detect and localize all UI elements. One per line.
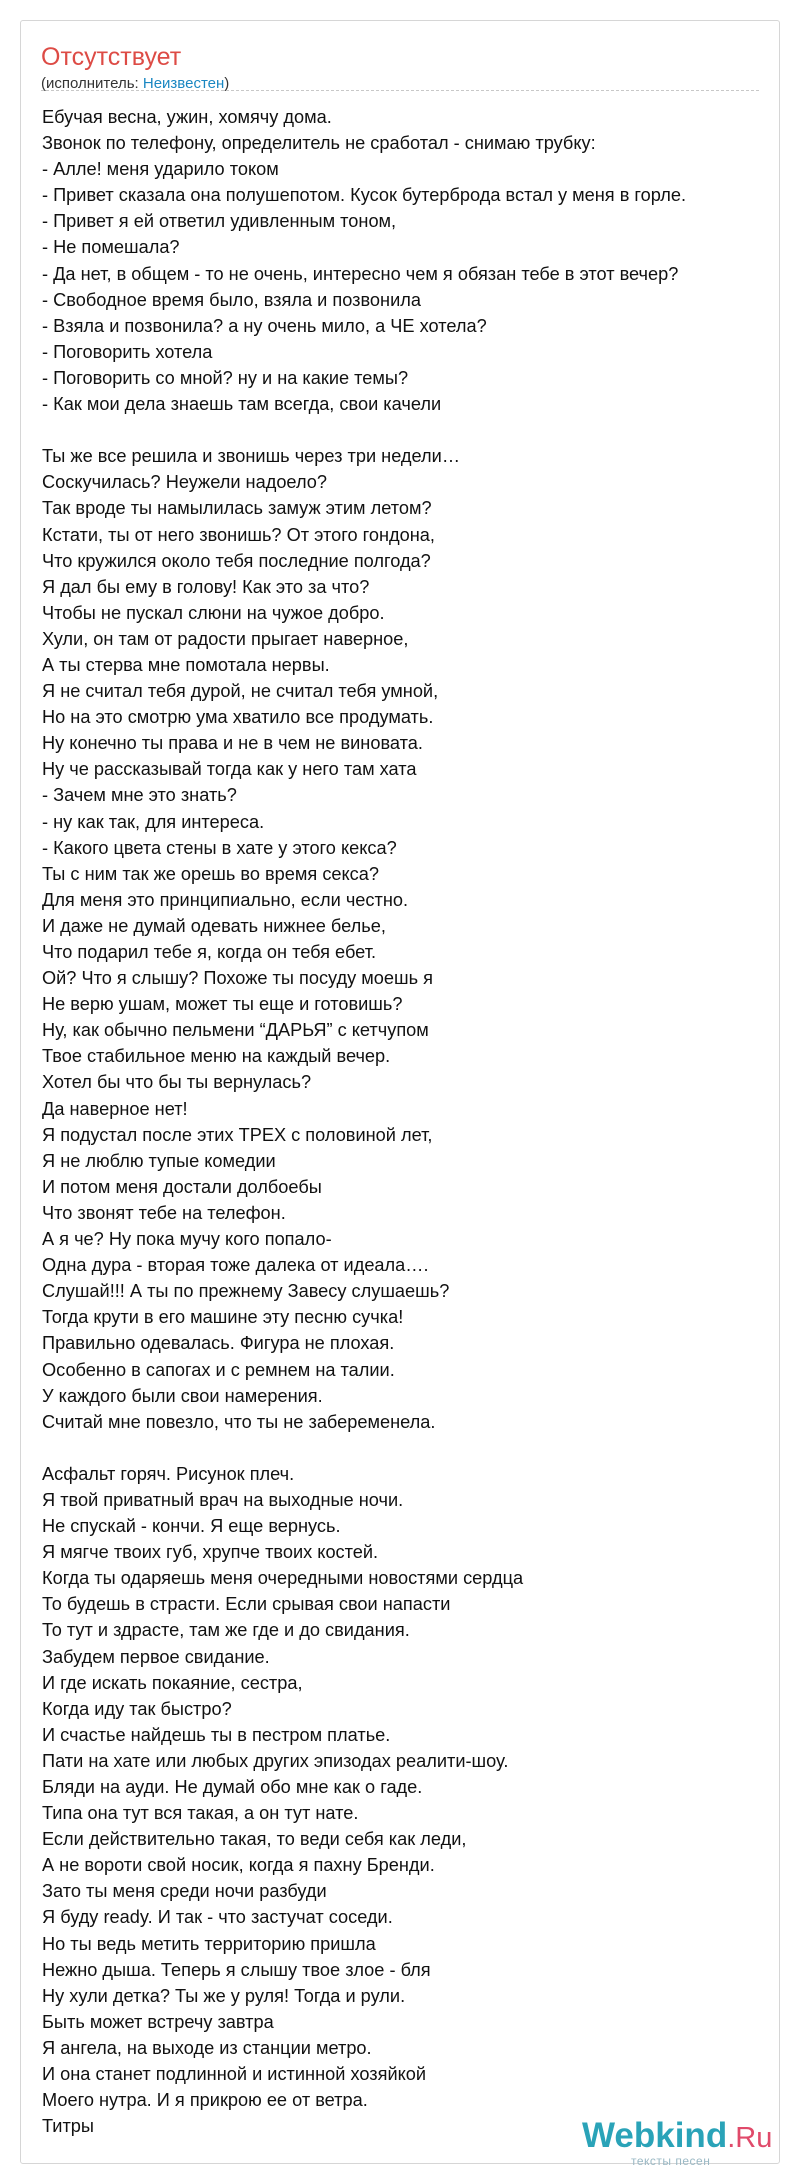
lyric-line: Одна дура - вторая тоже далека от идеала…. <box>42 1255 429 1276</box>
lyric-line: Да наверное нет! <box>42 1098 188 1119</box>
artist-suffix: ) <box>224 75 230 92</box>
lyric-line: Так вроде ты намылилась замуж этим летом? <box>42 498 432 519</box>
artist-link[interactable]: Неизвестен <box>142 75 225 92</box>
lyric-line: Что звонят тебе на телефон. <box>42 1202 286 1223</box>
lyric-line: - Алле! меня ударило током <box>42 159 279 180</box>
lyric-line: Пати на хате или любых других эпизодах реалити-шоу. <box>42 1750 509 1771</box>
lyric-line: Ну, как обычно пельмени “ДАРЬЯ” с кетчупом <box>42 1020 429 1041</box>
lyric-line: Но ты ведь метить территорию пришла <box>42 1933 376 1954</box>
lyric-line: - Какого цвета стены в хате у этого кекса? <box>42 837 397 858</box>
lyric-line: И где искать покаяние, сестра, <box>42 1672 303 1693</box>
lyric-line: - Привет сказала она полушепотом. Кусок бутерброда встал у меня в горле. <box>42 185 687 206</box>
lyric-line: Ебучая весна, ужин, хомячу дома. <box>42 107 332 127</box>
lyric-line: Бляди на ауди. Не думай обо мне как о гаде. <box>42 1777 423 1797</box>
lyric-line: Чтобы не пускал слюни на чужое добро. <box>42 602 385 623</box>
stanza-break <box>42 417 762 443</box>
lyric-line: То тут и здрасте, там же где и до свидания. <box>42 1620 410 1641</box>
song-title: Отсутствует <box>41 43 182 71</box>
lyric-line: Не спускай - кончи. Я еще вернусь. <box>42 1516 341 1537</box>
lyric-line: - Как мои дела знаешь там всегда, свои качели <box>42 394 442 415</box>
logo-tld: .Ru <box>727 2122 773 2154</box>
lyric-line: - Привет я ей ответил удивленным тоном, <box>42 211 397 232</box>
lyric-line: Ты с ним так же орешь во время секса? <box>42 863 380 884</box>
lyric-line: Когда ты одаряешь меня очередными новостями сердца <box>42 1568 524 1589</box>
webkind-logo[interactable] <box>582 2117 772 2173</box>
lyric-line: И счастье найдешь ты в пестром платье. <box>42 1724 391 1745</box>
artist-prefix: (исполнитель: <box>41 75 143 92</box>
lyric-line: - Взяла и позвонила? а ну очень мило, а ЧЕ хотела? <box>42 315 487 336</box>
lyric-line: Я твой приватный врач на выходные ночи. <box>42 1489 404 1510</box>
lyric-line: Для меня это принципиально, если честно. <box>42 889 409 910</box>
lyric-line: А не вороти свой носик, когда я пахну Бренди. <box>42 1855 435 1876</box>
lyric-line: Забудем первое свидание. <box>42 1646 270 1667</box>
lyric-line: - Поговорить со мной? ну и на какие темы? <box>42 367 409 388</box>
lyric-line: Я дал бы ему в голову! Как это за что? <box>42 576 370 597</box>
lyric-line: Слушай!!! А ты по прежнему Завесу слушаешь? <box>42 1281 450 1302</box>
lyric-line: - Поговорить хотела <box>42 341 213 362</box>
lyric-line: Но на это смотрю ума хватило все продумать. <box>42 707 434 728</box>
lyric-line: Нежно дыша. Теперь я слышу твое злое - бля <box>42 1959 431 1980</box>
song-header <box>41 40 761 93</box>
lyric-line: И она станет подлинной и истинной хозяйкой <box>42 2064 427 2085</box>
lyric-line: - ну как так, для интереса. <box>42 811 265 832</box>
lyric-line: - Зачем мне это знать? <box>42 785 237 806</box>
lyric-line: Кстати, ты от него звонишь? От этого гондона, <box>42 524 435 545</box>
logo-tagline: тексты песен <box>631 2154 711 2168</box>
lyric-line: Звонок по телефону, определитель не сработал - снимаю трубку: <box>42 133 596 154</box>
lyric-line: Не верю ушам, может ты еще и готовишь? <box>42 994 403 1015</box>
lyric-line: И даже не думай одевать нижнее белье, <box>42 915 386 936</box>
lyric-line: Ой? Что я слышу? Похоже ты посуду моешь я <box>42 968 434 989</box>
lyric-line: Быть может встречу завтра <box>42 2011 274 2032</box>
lyric-line: - Не помешала? <box>42 237 180 258</box>
lyric-line: Моего нутра. И я прикрою ее от ветра. <box>42 2090 368 2111</box>
lyric-line: Зато ты меня среди ночи разбуди <box>42 1881 327 1902</box>
lyric-line: Ну хули детка? Ты же у руля! Тогда и рули. <box>42 1985 406 2006</box>
lyric-line: У каждого были свои намерения. <box>42 1385 323 1406</box>
lyric-line: Я не считал тебя дурой, не считал тебя умной, <box>42 681 439 702</box>
lyric-line: Асфальт горяч. Рисунок плеч. <box>42 1463 295 1484</box>
stanza-break <box>42 1435 762 1461</box>
lyric-line: - Свободное время было, взяла и позвонила <box>42 289 421 310</box>
lyric-line: И потом меня достали долбоебы <box>42 1176 322 1197</box>
lyric-line: Твое стабильное меню на каждый вечер. <box>42 1046 391 1067</box>
lyric-line: Я подустал после этих ТРЕХ с половиной лет, <box>42 1124 433 1145</box>
lyric-line: А я че? Ну пока мучу кого попало- <box>42 1229 332 1250</box>
lyric-line: Я ангела, на выходе из станции метро. <box>42 2037 372 2058</box>
lyric-line: Титры <box>42 2116 94 2137</box>
lyrics-text <box>42 104 762 2139</box>
lyric-line: Соскучилась? Неужели надоело? <box>42 472 327 493</box>
lyric-line: Ну конечно ты права и не в чем не виновата. <box>42 733 423 754</box>
lyric-line: Что подарил тебе я, когда он тебя ебет. <box>42 942 377 962</box>
lyric-line: Считай мне повезло, что ты не забеременела. <box>42 1411 436 1432</box>
lyric-line: Ну че рассказывай тогда как у него там хата <box>42 759 417 780</box>
logo-main-text: Webkind <box>582 2116 728 2155</box>
lyric-line: Ты же все решила и звонишь через три недели… <box>42 446 461 467</box>
lyric-line: Тогда крути в его машине эту песню сучка! <box>42 1307 404 1328</box>
lyric-line: Особенно в сапогах и с ремнем на талии. <box>42 1359 395 1380</box>
lyric-line: А ты стерва мне помотала нервы. <box>42 654 330 675</box>
lyric-line: Типа она тут вся такая, а он тут нате. <box>42 1803 359 1824</box>
header-divider <box>41 90 759 91</box>
lyric-line: Правильно одевалась. Фигура не плохая. <box>42 1333 395 1354</box>
lyric-line: Я буду ready. И так - что застучат соседи. <box>42 1907 393 1928</box>
logo-wordmark <box>582 2117 772 2157</box>
lyric-line: Хули, он там от радости прыгает наверное, <box>42 628 409 649</box>
lyric-line: То будешь в страсти. Если срывая свои напасти <box>42 1594 451 1615</box>
lyric-line: Когда иду так быстро? <box>42 1698 232 1719</box>
lyric-line: - Да нет, в общем - то не очень, интересно чем я обязан тебе в этот вечер? <box>42 263 679 284</box>
lyric-line: Я не люблю тупые комедии <box>42 1150 276 1171</box>
lyric-line: Хотел бы что бы ты вернулась? <box>42 1072 312 1093</box>
lyric-line: Если действительно такая, то веди себя как леди, <box>42 1829 467 1850</box>
lyric-line: Что кружился около тебя последние полгода? <box>42 550 431 571</box>
lyric-line: Я мягче твоих губ, хрупче твоих костей. <box>42 1542 379 1563</box>
